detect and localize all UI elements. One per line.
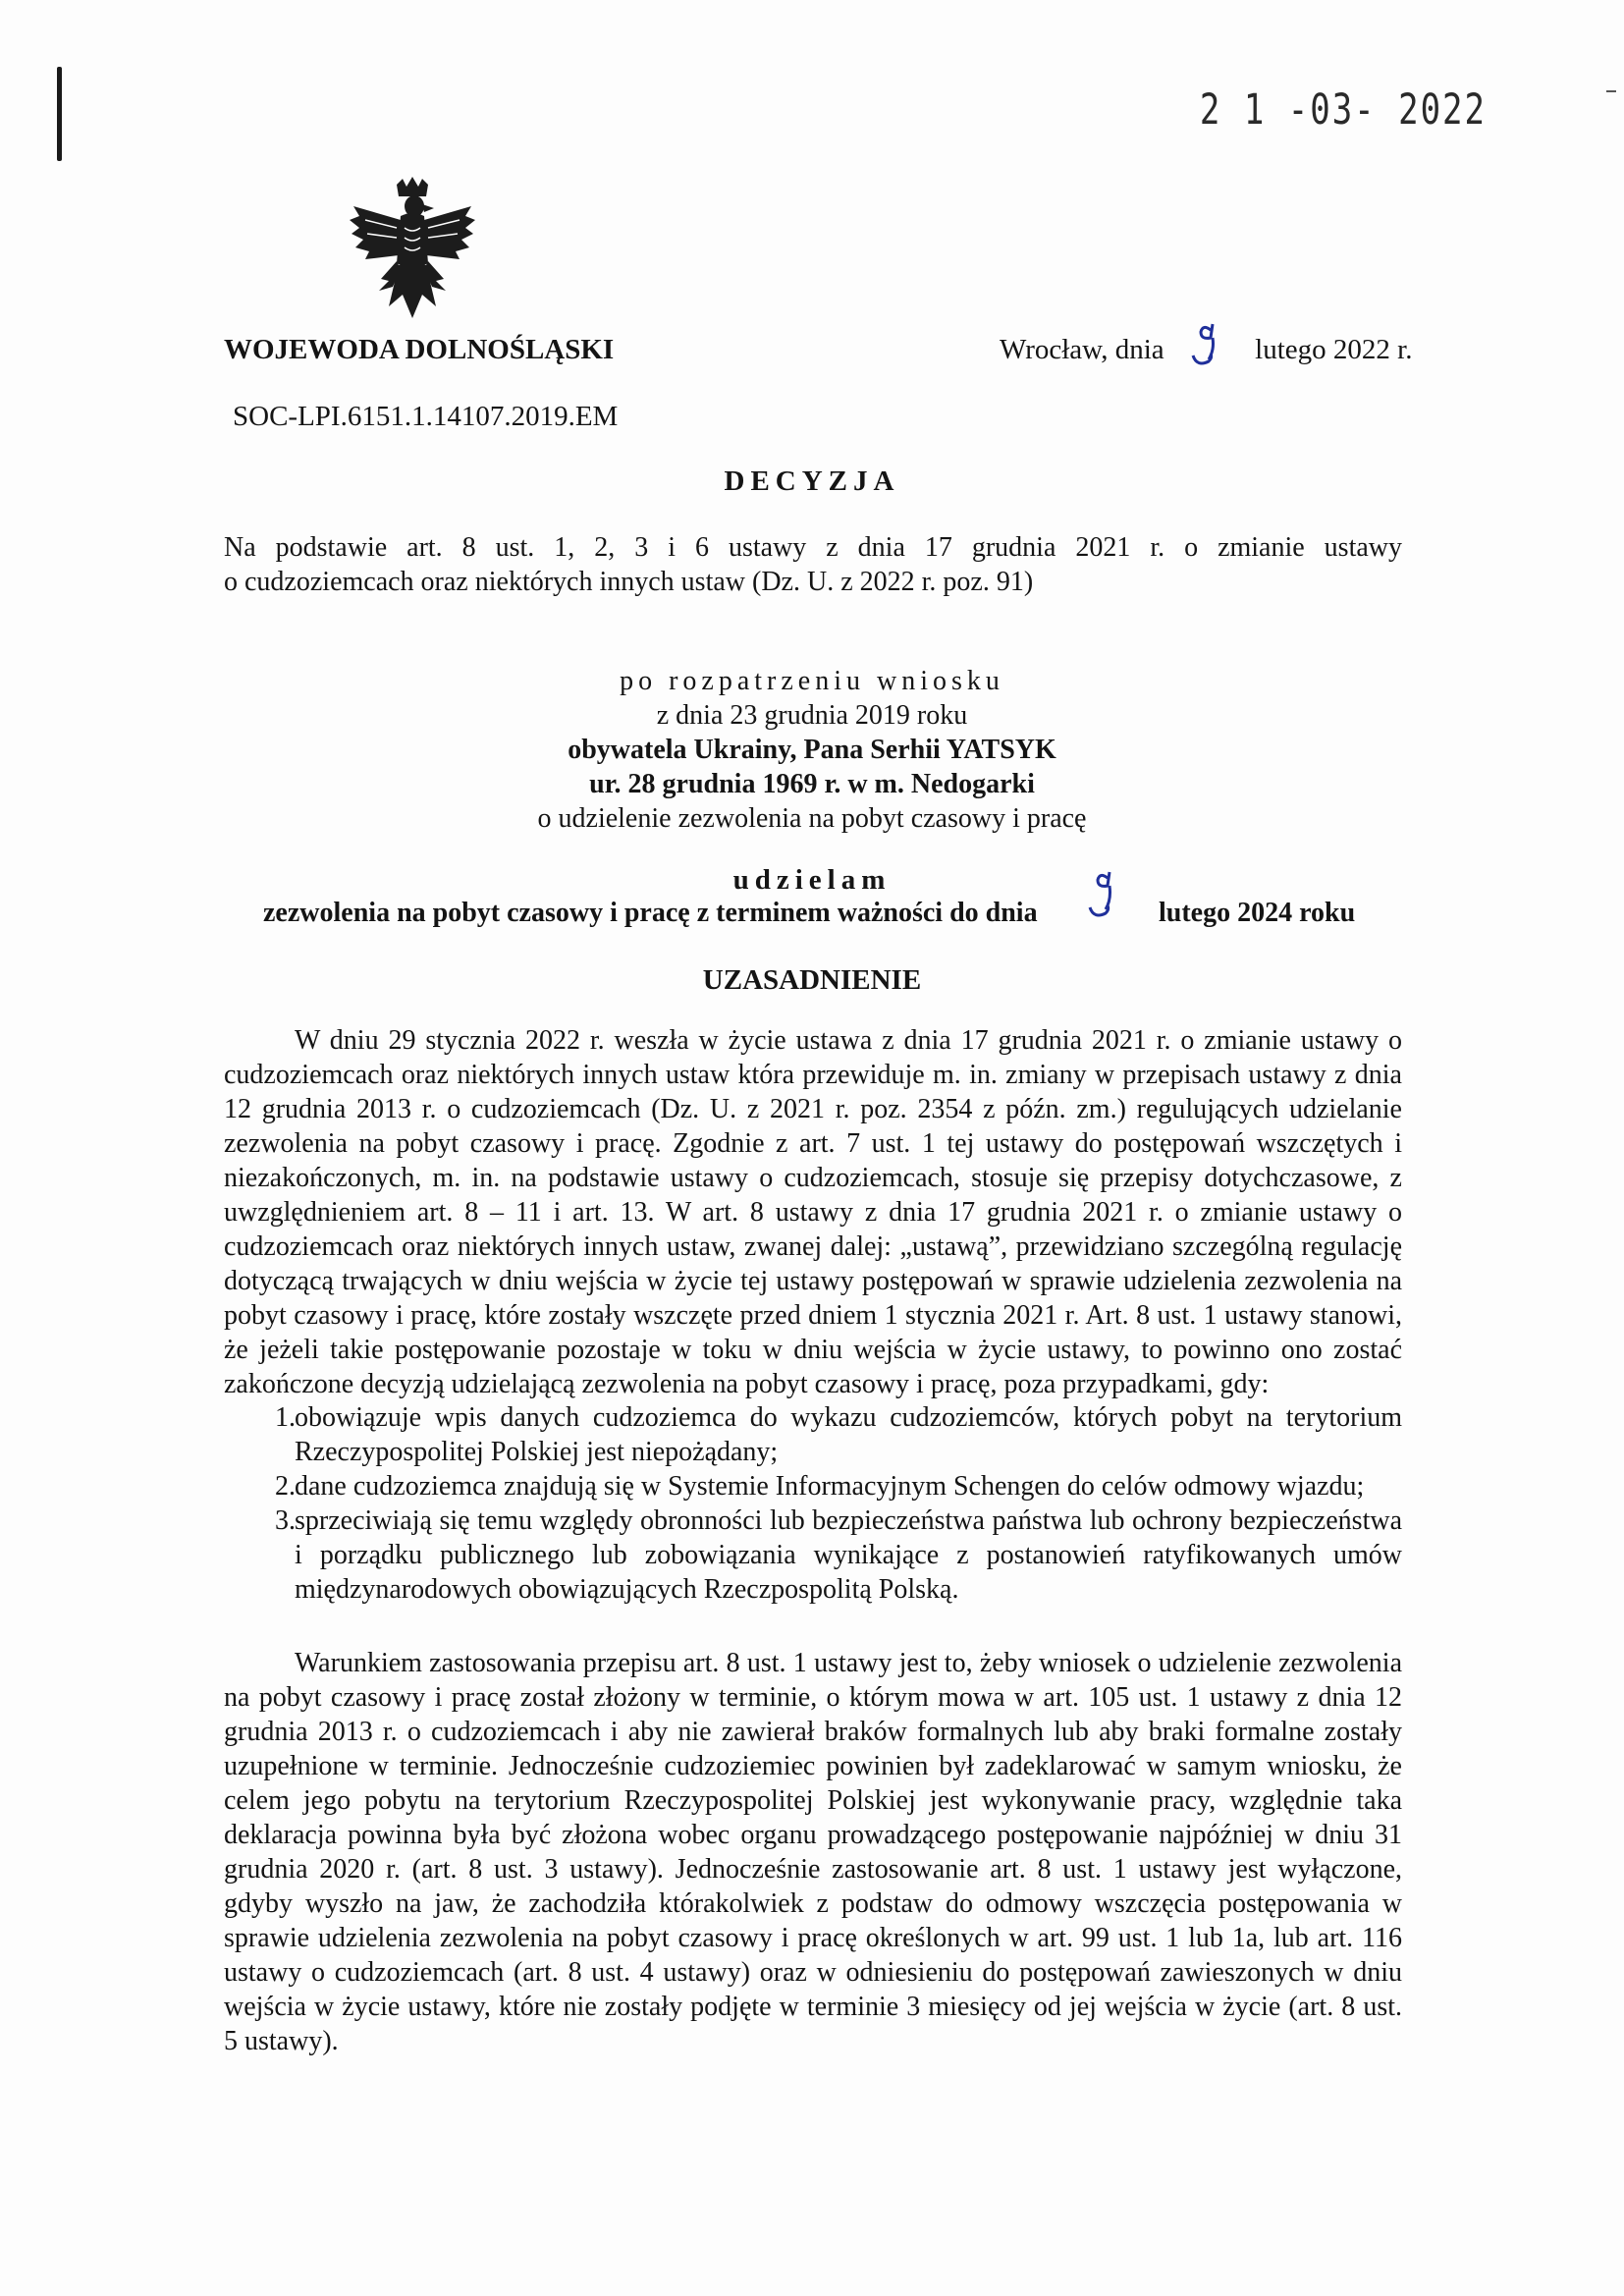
scan-edge-tick <box>1606 90 1616 92</box>
application-line-1: po rozpatrzeniu wniosku <box>620 666 1004 696</box>
issuing-authority: WOJEWODA DOLNOŚLĄSKI <box>224 334 615 365</box>
justification-title: UZASADNIENIE <box>702 964 922 996</box>
polish-eagle-emblem-icon <box>346 177 479 324</box>
list-item: 2. dane cudzoziemca znajdują się w Systemie Informacyjnym Schengen do celów odmowy wjazdu; <box>275 1471 1365 1502</box>
justification-paragraph-1: W dniu 29 stycznia 2022 r. weszła w życie ustawa z dnia 17 grudnia 2021 r. o zmianie ustawy o cudzoziemcach oraz niektórych innych ustaw która przewiduje m. in. zmiany w przepisach ustawy z dnia 12 grudnia 2013 r. o cudzoziemcach (Dz. U. z 2021 r. poz. 2354 z późn. zm.) regulujących udzielanie zezwolenia na pobyt czasowy i pracę. Zgodnie z art. 7 ust. 1 tej ustawy do postępowań wszczętych i niezakończonych, m. in. na podstawie ustawy o cudzoziemcach, stosuje się przepisy dotychczasowe, z uwzględnieniem art. 8 – 11 i art. 13. W art. 8 ustawy z dnia 17 grudnia 2021 r. o zmianie ustawy o cudzoziemcach oraz niektórych innych ustaw, zwanej dalej: „ustawą”, przewidziano szczególną regulację dotyczącą trwających w dniu wejścia w życie tej ustawy postępowań w sprawie udzielenia zezwolenia na pobyt czasowy i pracę, które zostały wszczęte przed dniem 1 stycznia 2021 r. Art. 8 ust. 1 ustawy stanowi, że jeżeli takie postępowanie pozostaje w toku w dniu wejścia w życie ustawy, to powinno ono zostać zakończone decyzją udzielającą zezwolenia na pobyt czasowy i pracę, poza przypadkami, gdy: <box>224 1025 1402 1399</box>
legal-basis <box>224 530 1402 599</box>
legal-basis-line-1: Na podstawie art. 8 ust. 1, 2, 3 i 6 ustawy z dnia 17 grudnia 2021 r. o zmianie ustawy <box>224 532 1402 563</box>
grant-handwritten-day <box>1080 866 1129 930</box>
case-reference: SOC-LPI.6151.1.14107.2019.EM <box>233 401 619 432</box>
place-date-suffix: lutego 2022 r. <box>1255 334 1413 365</box>
place-and-date <box>1000 334 1412 366</box>
application-subject: o udzielenie zezwolenia na pobyt czasowy i pracę <box>537 803 1087 834</box>
justification-paragraph-2: Warunkiem zastosowania przepisu art. 8 ust. 1 ustawy jest to, żeby wniosek o udzielenie zezwolenia na pobyt czasowy i pracę został złożony w terminie, o którym mowa w art. 105 ust. 1 ustawy z dnia 12 grudnia 2013 r. o cudzoziemcach i aby nie zawierał braków formalnych lub aby braki formalne zostały uzupełnione w terminie. Jednocześnie cudzoziemiec powinien był zadeklarować w samym wniosku, że celem jego pobytu na terytorium Rzeczypospolitej Polskiej jest wykonywanie pracy, względnie taka deklaracja powinna była być złożona wobec organu prowadzącego postępowanie najpóźniej w dniu 31 grudnia 2020 r. (art. 8 ust. 3 ustawy). Jednocześnie zastosowanie art. 8 ust. 1 ustawy jest wyłączone, gdyby wyszło na jaw, że zachodziła którakolwiek z podstaw do odmowy wszczęcia postępowania w sprawie udzielenia zezwolenia na pobyt czasowy i pracę określonych w art. 99 ust. 1 lub 1a, lub art. 116 ustawy o cudzoziemcach (art. 8 ust. 4 ustawy) oraz w odniesieniu do postępowań zawieszonych w dniu wejścia w życie ustawy, które nie zostały podjęte w terminie 3 miesięcy od jej wejścia w życie (art. 8 ust. 5 ustawy). <box>224 1648 1402 2056</box>
applicant-birth: ur. 28 grudnia 1969 r. w m. Nedogarki <box>589 769 1035 799</box>
exception-list <box>224 1400 1402 1607</box>
document-title: DECYZJA <box>724 465 900 497</box>
received-date-stamp: 2 1 -03- 2022 <box>1199 85 1487 135</box>
grant-end-date: lutego 2024 roku <box>1159 898 1356 928</box>
grant-text: zezwolenia na pobyt czasowy i pracę z terminem ważności do dnia <box>263 898 1038 928</box>
applicant-name: obywatela Ukrainy, Pana Serhii YATSYK <box>568 735 1056 765</box>
list-item: 3. sprzeciwiają się temu względy obronności lub bezpieczeństwa państwa lub ochrony bezpieczeństwa i porządku publicznego lub zobowiązania wynikające z postanowień ratyfikowanych umów międzynarodowych obowiązujących Rzeczpospolitą Polską. <box>275 1505 1402 1605</box>
grant-label: udzielam <box>732 864 892 896</box>
application-block <box>0 664 1624 836</box>
application-line-2: z dnia 23 grudnia 2019 roku <box>656 700 968 731</box>
place-date-prefix: Wrocław, dnia <box>1000 334 1164 365</box>
list-item: 1. obowiązuje wpis danych cudzoziemca do wykazu cudzoziemców, których pobyt na terytorium Rzeczypospolitej Polskiej jest niepożądany; <box>275 1402 1402 1467</box>
scan-edge-mark <box>57 67 62 161</box>
legal-basis-line-2: o cudzoziemcach oraz niektórych innych ustaw (Dz. U. z 2022 r. poz. 91) <box>224 567 1034 597</box>
